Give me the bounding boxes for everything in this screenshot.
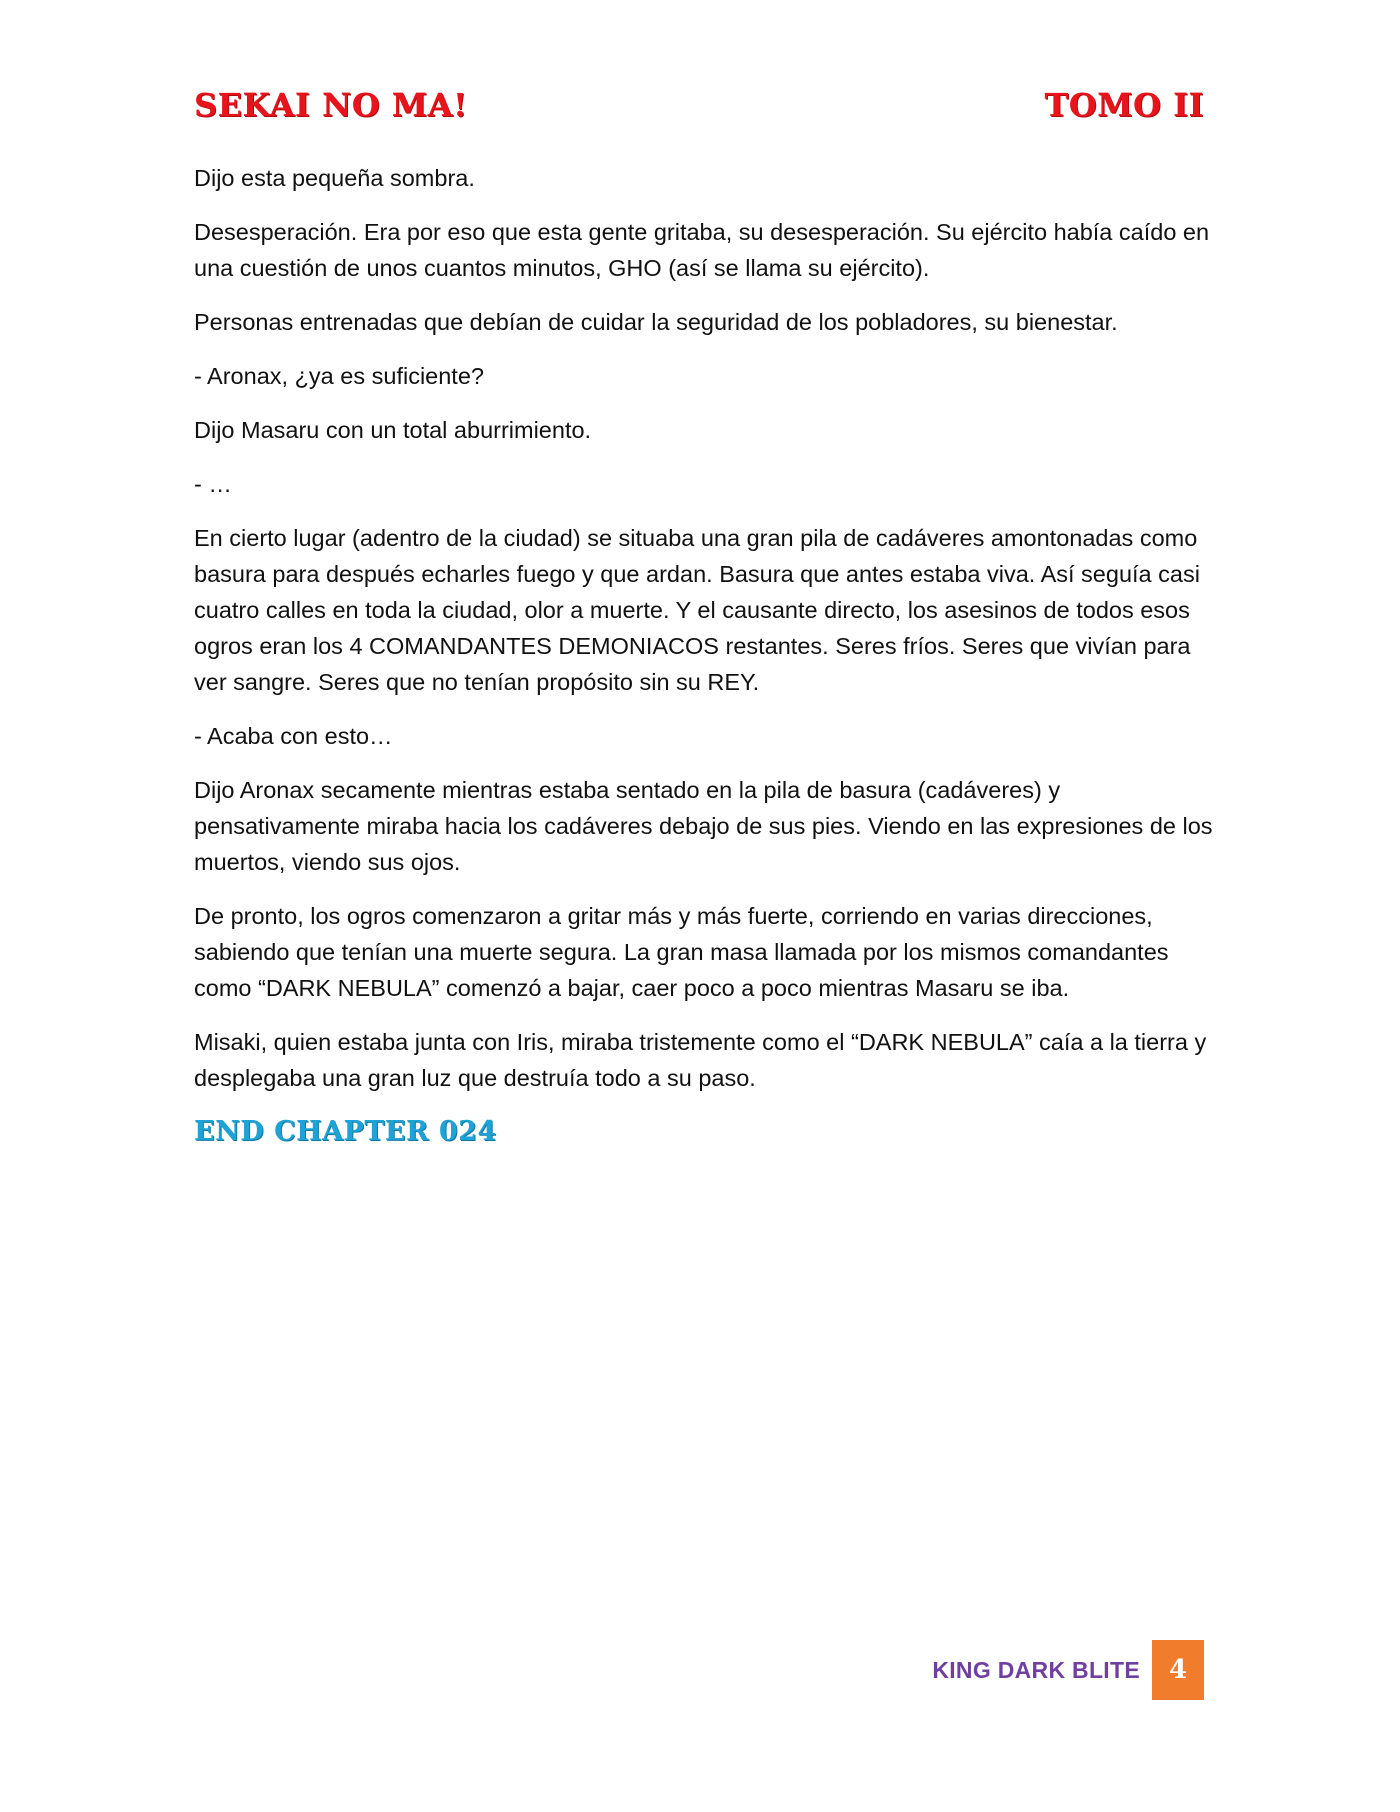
volume-title: TOMO II bbox=[1044, 86, 1204, 124]
paragraph: - … bbox=[194, 471, 232, 497]
paragraph: - Aronax, ¿ya es suficiente? bbox=[194, 363, 484, 389]
author-name: KING DARK BLITE bbox=[932, 1656, 1140, 1683]
paragraph: Dijo Masaru con un total aburrimiento. bbox=[194, 417, 592, 443]
paragraph: Misaki, quien estaba junta con Iris, miraba tristemente como el “DARK NEBULA” caía a la tierra y desplegaba una gran luz que destruía todo a su paso. bbox=[194, 1029, 1207, 1091]
page-footer bbox=[932, 1640, 1204, 1700]
paragraph: Dijo Aronax secamente mientras estaba sentado en la pila de basura (cadáveres) y pensativamente miraba hacia los cadáveres debajo de sus pies. Viendo en las expresiones de los muertos, viendo sus ojos. bbox=[194, 777, 1213, 875]
page-header bbox=[194, 86, 1204, 136]
body-text bbox=[194, 160, 1224, 1150]
paragraph: De pronto, los ogros comenzaron a gritar más y más fuerte, corriendo en varias direcciones, sabiendo que tenían una muerte segura. La gran masa llamada por los mismos comandantes como “DARK NEBULA” comenzó a bajar, caer poco a poco mientras Masaru se iba. bbox=[194, 903, 1169, 1001]
paragraph: - Acaba con esto… bbox=[194, 723, 393, 749]
paragraph: Desesperación. Era por eso que esta gente gritaba, su desesperación. Su ejército había caído en una cuestión de unos cuantos minutos, GHO (así se llama su ejército). bbox=[194, 219, 1210, 281]
paragraph: Personas entrenadas que debían de cuidar la seguridad de los pobladores, su bienestar. bbox=[194, 309, 1118, 335]
paragraph: Dijo esta pequeña sombra. bbox=[194, 165, 475, 191]
page-number-badge: 4 bbox=[1152, 1640, 1204, 1700]
book-title: SEKAI NO MA! bbox=[194, 86, 468, 124]
paragraph: En cierto lugar (adentro de la ciudad) se situaba una gran pila de cadáveres amontonadas como basura para después echarles fuego y que ardan. Basura que antes estaba viva. Así seguía casi cuatro calles en toda la ciudad, olor a muerte. Y el causante directo, los asesinos de todos esos ogros eran los 4 COMANDANTES DEMONIACOS restantes. Seres fríos. Seres que vivían para ver sangre. Seres que no tenían propósito sin su REY. bbox=[194, 525, 1200, 695]
chapter-end-heading: END CHAPTER 024 bbox=[194, 1116, 497, 1147]
